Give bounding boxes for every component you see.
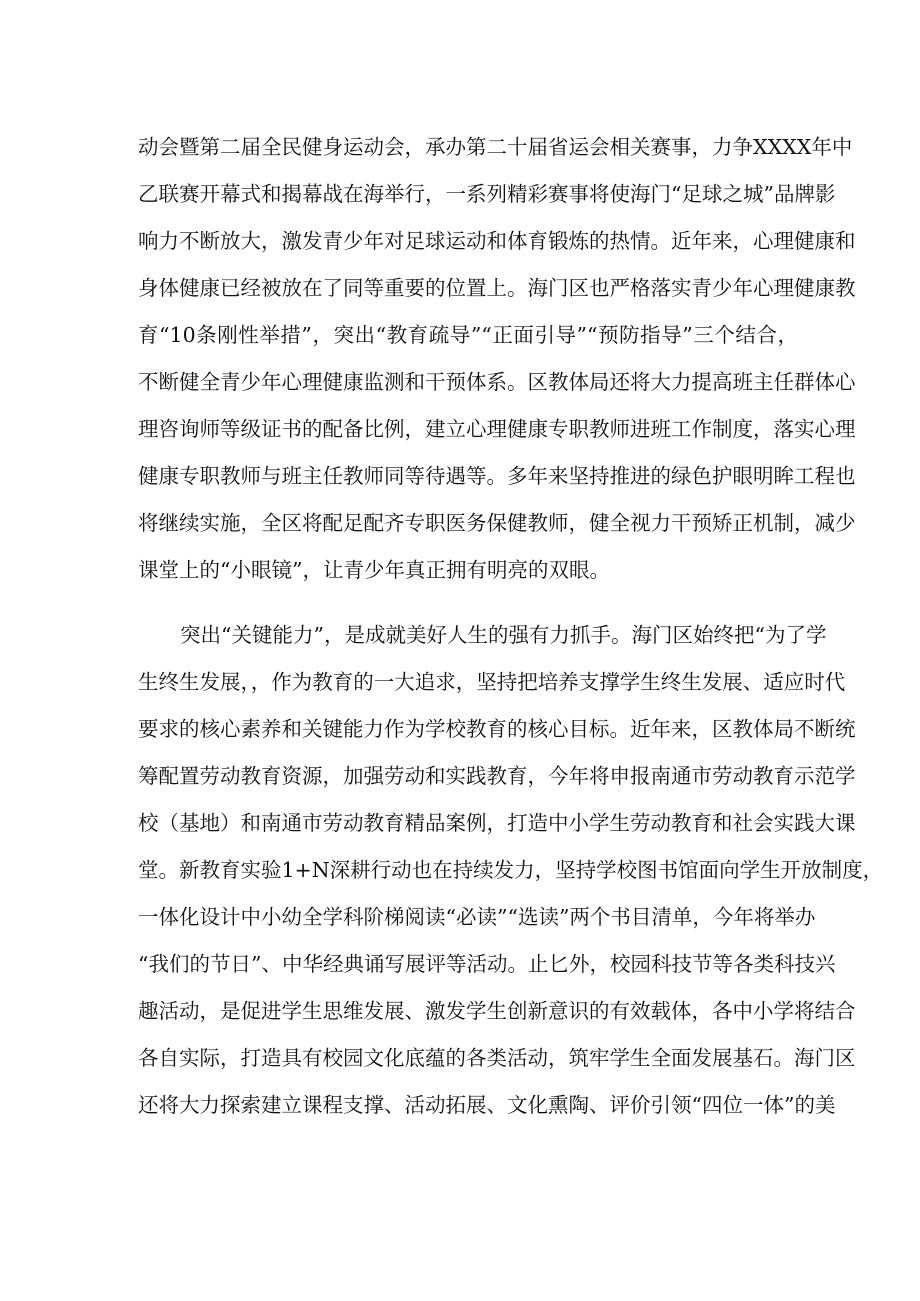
text-line-10: 课堂上的“小眼镜”，让青少年真正拥有明亮的双眼。 [138, 558, 610, 582]
text-line-16: 堂。新教育实验1+N深耕行动也在持续发力，坚持学校图书馆面向学生开放制度， [138, 858, 884, 882]
text-line-21: 还将大力探索建立课程支撑、活动拓展、文化熏陶、评价引领“四位一体”的美 [138, 1093, 836, 1117]
text-line-5: 育“10条刚性举措”，突出“教育疏导”“正面引导”“预防指导”三个结合， [138, 323, 798, 347]
text-line-20: 各自实际，打造具有校园文化底蕴的各类活动，筑牢学生全面发展基石。海门区 [138, 1046, 856, 1070]
text-line-6: 不断健全青少年心理健康监测和干预体系。区教体局还将大力提高班主任群体心 [138, 370, 856, 394]
text-line-11: 突出“关键能力”，是成就美好人生的强有力抓手。海门区始终把“为了学 [180, 623, 827, 647]
text-line-15: 校（基地）和南通市劳动教育精品案例，打造中小学生劳动教育和社会实践大课 [138, 811, 856, 835]
text-line-8: 健康专职教师与班主任教师同等待遇等。多年来坚持推进的绿色护眼明眸工程也 [138, 464, 856, 488]
text-line-13: 要求的核心素养和关键能力作为学校教育的核心目标。近年来，区教体局不断统 [138, 717, 856, 741]
text-line-17: 一体化设计中小幼全学科阶梯阅读“必读”“选读”两个书目清单，今年将举办 [138, 905, 816, 929]
text-line-4: 身体健康已经被放在了同等重要的位置上。海门区也严格落实青少年心理健康教 [138, 276, 856, 300]
text-line-9: 将继续实施，全区将配足配齐专职医务保健教师，健全视力干预矫正机制，减少 [138, 511, 856, 535]
text-line-3: 响力不断放大，激发青少年对足球运动和体育锻炼的热情。近年来，心理健康和 [138, 229, 856, 253]
text-line-14: 筹配置劳动教育资源，加强劳动和实践教育，今年将申报南通市劳动教育示范学 [138, 764, 856, 788]
text-line-7: 理咨询师等级证书的配备比例，建立心理健康专职教师进班工作制度，落实心理 [138, 417, 856, 441]
text-line-12: 生终生发展，，作为教育的一大追求，坚持把培养支撑学生终生发展、适应时代 [138, 670, 846, 694]
text-line-1: 动会暨第二届全民健身运动会，承办第二十届省运会相关赛事，力争XXXX年中 [138, 135, 853, 159]
text-line-2: 乙联赛开幕式和揭幕战在海举行，一系列精彩赛事将使海门“足球之城”品牌影 [138, 182, 836, 206]
text-line-19: 趣活动，是促进学生思维发展、激发学生创新意识的有效载体，各中小学将结合 [138, 999, 856, 1023]
text-line-18: “我们的节日”、中华经典诵写展评等活动。止匕外，校园科技节等各类科技兴 [138, 952, 836, 976]
